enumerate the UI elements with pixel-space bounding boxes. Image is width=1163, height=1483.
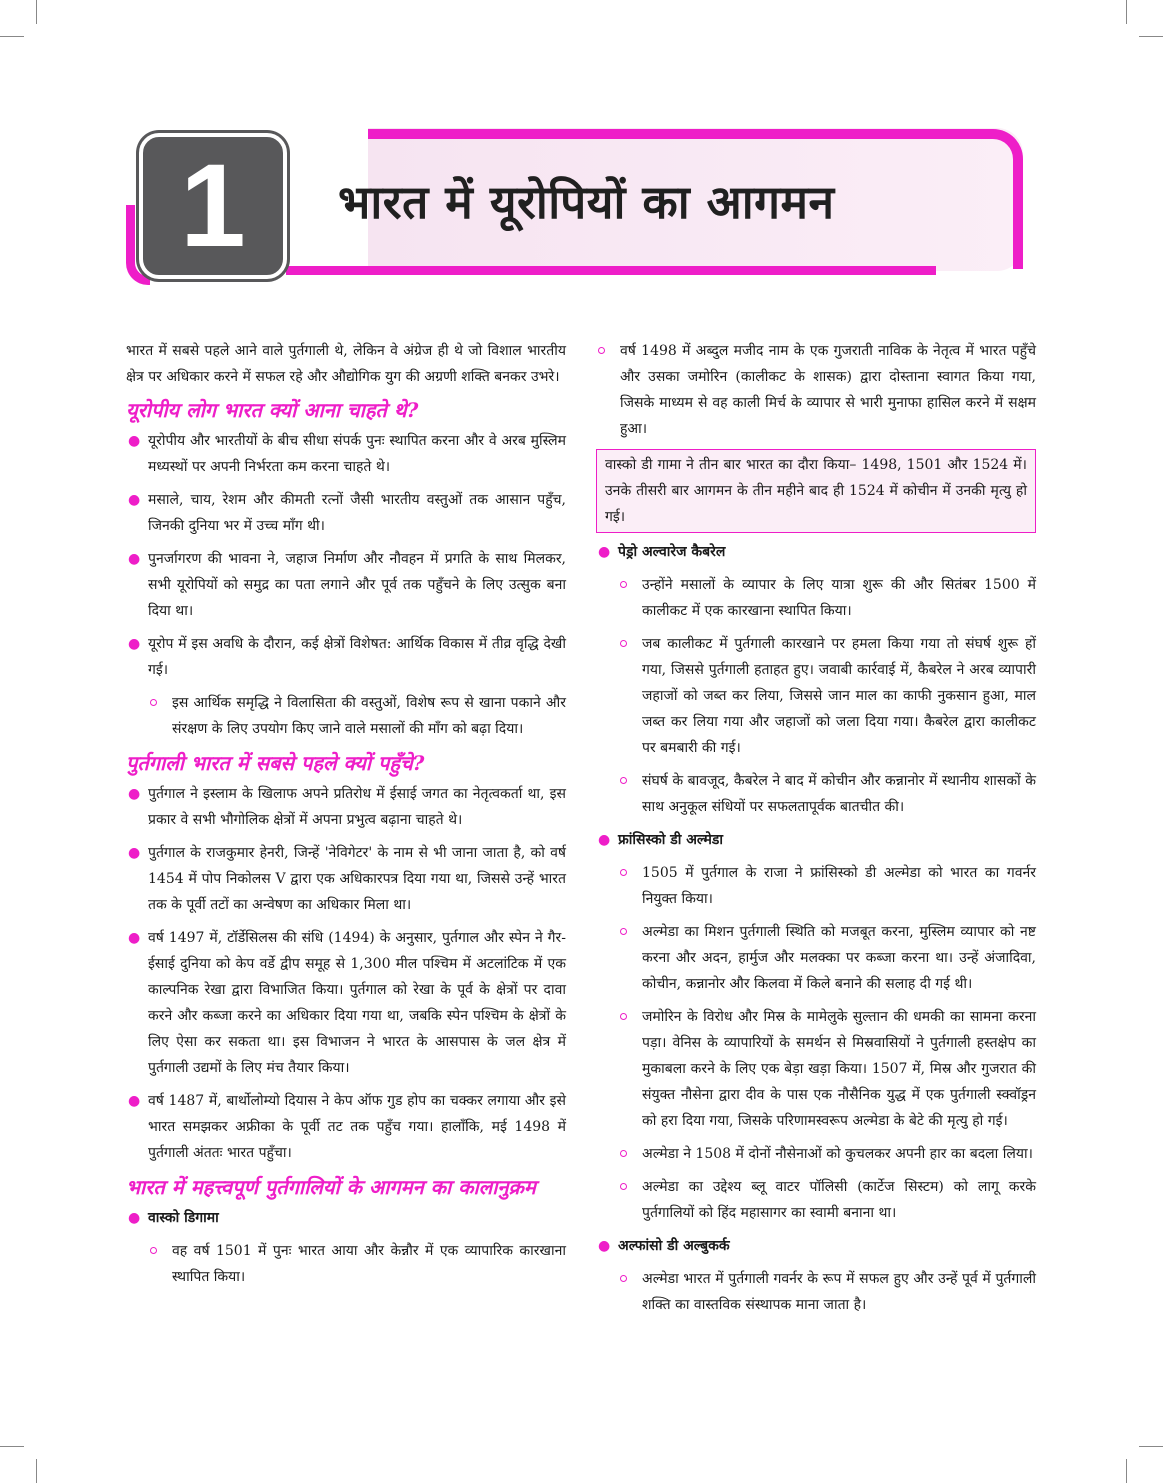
chapter-header-underline xyxy=(286,266,936,275)
crop-mark xyxy=(36,1459,37,1483)
bullet-list xyxy=(596,539,1036,1318)
list-item-text: 1505 में पुर्तगाल के राजा ने फ्रांसिस्को डी अल्मेडा को भारत का गवर्नर नियुक्त किया। xyxy=(642,865,1036,907)
left-column xyxy=(126,338,566,1297)
list-item-text: वर्ष 1498 में अब्दुल मजीद नाम के एक गुजराती नाविक के नेतृत्व में भारत पहुँचे और उसका जमोरिन (कालीकट के शासक) द्वारा दोस्ताना स्वागत किया गया, जिसके माध्यम से वह काली मिर्च के व्यापार से भारी मुनाफा हासिल करने में सक्षम हुआ। xyxy=(620,343,1036,437)
bullet-icon: ● xyxy=(128,551,141,567)
list-item-text: अल्मेडा का मिशन पुर्तगाली स्थिति को मजबूत करना, मुस्लिम व्यापार को नष्ट करना और अदन, हार्मुज और मलक्का पर कब्जा करना था। उन्हें अंजादिवा, कोचीन, कन्नानोर और किलवा में किले बनाने की सलाह दी गई थी। xyxy=(642,924,1036,992)
crop-mark xyxy=(0,1446,24,1447)
list-item xyxy=(126,925,566,1081)
crop-mark xyxy=(1126,0,1127,24)
list-item-text: वर्ष 1487 में, बार्थोलोम्यो दियास ने केप ऑफ गुड होप का चक्कर लगाया और इसे भारत समझकर अफ्रीका के पूर्वी तट तक पहुँच गया। हालाँकि, मई 1498 में पुर्तगाली अंततः भारत पहुँचा। xyxy=(148,1093,566,1161)
list-item xyxy=(596,827,1036,853)
subheading-vasco: वास्को डिगामा xyxy=(148,1210,219,1226)
list-item-text: पुनर्जागरण की भावना ने, जहाज निर्माण और नौवहन में प्रगति के साथ मिलकर, सभी यूरोपियों को समुद्र का पता लगाने और पूर्व तक पहुँचने के लिए उत्सुक बना दिया था। xyxy=(148,551,566,619)
list-item-text: अल्मेडा भारत में पुर्तगाली गवर्नर के रूप में सफल हुए और उन्हें पूर्व में पुर्तगाली शक्ति का वास्तविक संस्थापक माना जाता है। xyxy=(642,1271,1036,1313)
list-item-text: वह वर्ष 1501 में पुनः भारत आया और केन्नौर में एक व्यापारिक कारखाना स्थापित किया। xyxy=(172,1243,566,1285)
section-heading: यूरोपीय लोग भारत क्यों आना चाहते थे? xyxy=(126,398,419,422)
list-item-text: मसाले, चाय, रेशम और कीमती रत्नों जैसी भारतीय वस्तुओं तक आसान पहुँच, जिनकी दुनिया भर में उच्च माँग थी। xyxy=(148,492,566,534)
sub-list-item xyxy=(618,768,1036,820)
subheading-albuquerque: अल्फांसो डी अल्बुकर्क xyxy=(618,1238,730,1254)
list-item xyxy=(126,546,566,624)
bullet-icon: ● xyxy=(128,492,141,508)
sub-list-item xyxy=(618,572,1036,624)
sub-list-item xyxy=(618,919,1036,997)
circle-bullet-icon xyxy=(620,1013,627,1020)
sub-list-item xyxy=(618,860,1036,912)
crop-mark xyxy=(1126,1459,1127,1483)
list-item-text: पुर्तगाल ने इस्लाम के खिलाफ अपने प्रतिरोध में ईसाई जगत का नेतृत्वकर्ता था, इस प्रकार वे सभी भौगोलिक क्षेत्रों में अपना प्रभुत्व बढ़ाना चाहते थे। xyxy=(148,786,566,828)
sub-list-item xyxy=(618,1174,1036,1226)
bullet-icon: ● xyxy=(128,433,141,449)
section-heading: भारत में महत्त्वपूर्ण पुर्तगालियों के आगमन का कालानुक्रम xyxy=(126,1175,536,1199)
crop-mark xyxy=(1139,36,1163,37)
bullet-icon: ● xyxy=(128,930,141,946)
circle-bullet-icon xyxy=(620,1150,627,1157)
bullet-icon: ● xyxy=(128,636,141,652)
list-item-text: पुर्तगाल के राजकुमार हेनरी, जिन्हें 'नेविगेटर' के नाम से भी जाना जाता है, को वर्ष 1454 में पोप निकोलस V द्वारा एक अधिकारपत्र दिया गया था, जिससे उन्हें भारत तक के पूर्वी तटों का अन्वेषण का अधिकार मिला था। xyxy=(148,845,566,913)
circle-bullet-icon xyxy=(150,699,157,706)
intro-paragraph: भारत में सबसे पहले आने वाले पुर्तगाली थे, लेकिन वे अंग्रेज ही थे जो विशाल भारतीय क्षेत्र पर अधिकार करने में सफल रहे और औद्योगिक युग की अग्रणी शक्ति बनकर उभरे। xyxy=(126,343,566,385)
chapter-number-box xyxy=(139,133,287,279)
circle-bullet-icon xyxy=(620,581,627,588)
list-item xyxy=(126,487,566,539)
bullet-icon: ● xyxy=(128,845,141,861)
circle-bullet-icon xyxy=(620,1275,627,1282)
sub-list-item xyxy=(618,1004,1036,1134)
list-item-text: उन्होंने मसालों के व्यापार के लिए यात्रा शुरू की और सितंबर 1500 में कालीकट में एक कारखाना स्थापित किया। xyxy=(642,577,1036,619)
bullet-icon: ● xyxy=(598,544,611,560)
bullet-list xyxy=(126,428,566,742)
bullet-icon: ● xyxy=(128,1210,141,1226)
sub-list-item xyxy=(618,631,1036,761)
subheading-almeida: फ्रांसिस्को डी अल्मेडा xyxy=(618,832,723,848)
sub-list-item xyxy=(148,690,566,742)
circle-bullet-icon xyxy=(598,347,605,354)
bullet-icon: ● xyxy=(128,786,141,802)
list-item xyxy=(126,840,566,918)
subheading-cabral: पेड्रो अल्वारेज कैबरेल xyxy=(618,544,726,560)
list-item-text: जमोरिन के विरोध और मिस्र के मामेलुके सुल्तान की धमकी का सामना करना पड़ा। वेनिस के व्यापारियों के समर्थन से मिस्रवासियों ने पुर्तगाली हस्तक्षेप का मुकाबला करने के लिए एक बेड़ा खड़ा किया। 1507 में, मिस्र और गुजरात की संयुक्त नौसेना द्वारा दीव के पास एक नौसैनिक युद्ध में एक पुर्तगाली स्क्वॉड्रन को हरा दिया गया, जिसके परिणामस्वरूप अल्मेडा के बेटे की मृत्यु हो गई। xyxy=(642,1009,1036,1129)
circle-bullet-icon xyxy=(620,928,627,935)
sub-list-item xyxy=(596,338,1036,442)
bullet-icon: ● xyxy=(598,1238,611,1254)
circle-bullet-icon xyxy=(620,640,627,647)
section-heading: पुर्तगाली भारत में सबसे पहले क्यों पहुँचे? xyxy=(126,751,425,775)
circle-bullet-icon xyxy=(620,777,627,784)
list-item xyxy=(126,781,566,833)
list-item xyxy=(126,1205,566,1231)
crop-mark xyxy=(36,0,37,24)
list-item-text: वर्ष 1497 में, टॉर्डेसिलस की संधि (1494) के अनुसार, पुर्तगाल और स्पेन ने गैर-ईसाई दुनिया को केप वर्डे द्वीप समूह से 1,300 मील पश्चिम में अटलांटिक में एक काल्पनिक रेखा द्वारा विभाजित किया। पुर्तगाल को रेखा के पूर्व के क्षेत्रों पर दावा करने और कब्जा करने का अधिकार दिया गया था, जबकि स्पेन पश्चिम के क्षेत्रों के लिए ऐसा कर सकता था। इस विभाजन ने भारत के आसपास के जल क्षेत्र में पुर्तगाली उद्यमों के लिए मंच तैयार किया। xyxy=(148,930,566,1076)
list-item-text: यूरोपीय और भारतीयों के बीच सीधा संपर्क पुनः स्थापित करना और वे अरब मुस्लिम मध्यस्थों पर अपनी निर्भरता कम करना चाहते थे। xyxy=(148,433,566,475)
chapter-title: भारत में यूरोपियों का आगमन xyxy=(338,175,835,229)
bullet-icon: ● xyxy=(128,1093,141,1109)
right-column xyxy=(596,338,1036,1325)
circle-bullet-icon xyxy=(620,869,627,876)
list-item-text: इस आर्थिक समृद्धि ने विलासिता की वस्तुओं, विशेष रूप से खाना पकाने और संरक्षण के लिए उपयोग किए जाने वाले मसालों की माँग को बढ़ा दिया। xyxy=(172,695,566,737)
info-box: वास्को डी गामा ने तीन बार भारत का दौरा किया– 1498, 1501 और 1524 में। उनके तीसरी बार आगमन के तीन महीने बाद ही 1524 में कोचीन में उनकी मृत्यु हो गई। xyxy=(596,449,1036,533)
bullet-list xyxy=(126,1205,566,1290)
list-item xyxy=(126,631,566,683)
crop-mark xyxy=(0,36,24,37)
sub-list-item xyxy=(148,1238,566,1290)
crop-mark xyxy=(1139,1446,1163,1447)
chapter-number: 1 xyxy=(180,140,246,272)
bullet-list xyxy=(596,338,1036,442)
circle-bullet-icon xyxy=(620,1183,627,1190)
sub-list-item xyxy=(618,1141,1036,1167)
list-item-text: अल्मेडा ने 1508 में दोनों नौसेनाओं को कुचलकर अपनी हार का बदला लिया। xyxy=(642,1146,1033,1162)
list-item xyxy=(596,1233,1036,1259)
bullet-list xyxy=(126,781,566,1166)
circle-bullet-icon xyxy=(150,1247,157,1254)
list-item-text: अल्मेडा का उद्देश्य ब्लू वाटर पॉलिसी (कार्टेज सिस्टम) को लागू करके पुर्तगालियों को हिंद महासागर का स्वामी बनाना था। xyxy=(642,1179,1036,1221)
list-item-text: यूरोप में इस अवधि के दौरान, कई क्षेत्रों विशेषत: आर्थिक विकास में तीव्र वृद्धि देखी गई। xyxy=(148,636,566,678)
list-item-text: संघर्ष के बावजूद, कैबरेल ने बाद में कोचीन और कन्नानोर में स्थानीय शासकों के साथ अनुकूल संधियों पर सफलतापूर्वक बातचीत की। xyxy=(642,773,1036,815)
list-item xyxy=(126,428,566,480)
bullet-icon: ● xyxy=(598,832,611,848)
sub-list-item xyxy=(618,1266,1036,1318)
list-item xyxy=(596,539,1036,565)
list-item-text: जब कालीकट में पुर्तगाली कारखाने पर हमला किया गया तो संघर्ष शुरू हों गया, जिससे पुर्तगाली हताहत हुए। जवाबी कार्रवाई में, कैबरेल ने अरब व्यापारी जहाजों को जब्त कर लिया, जिससे जान माल का काफी नुकसान हुआ, माल जब्त कर लिया गया और जहाजों को जला दिया गया। कैबरेल द्वारा कालीकट पर बमबारी की गई। xyxy=(642,636,1036,756)
list-item xyxy=(126,1088,566,1166)
